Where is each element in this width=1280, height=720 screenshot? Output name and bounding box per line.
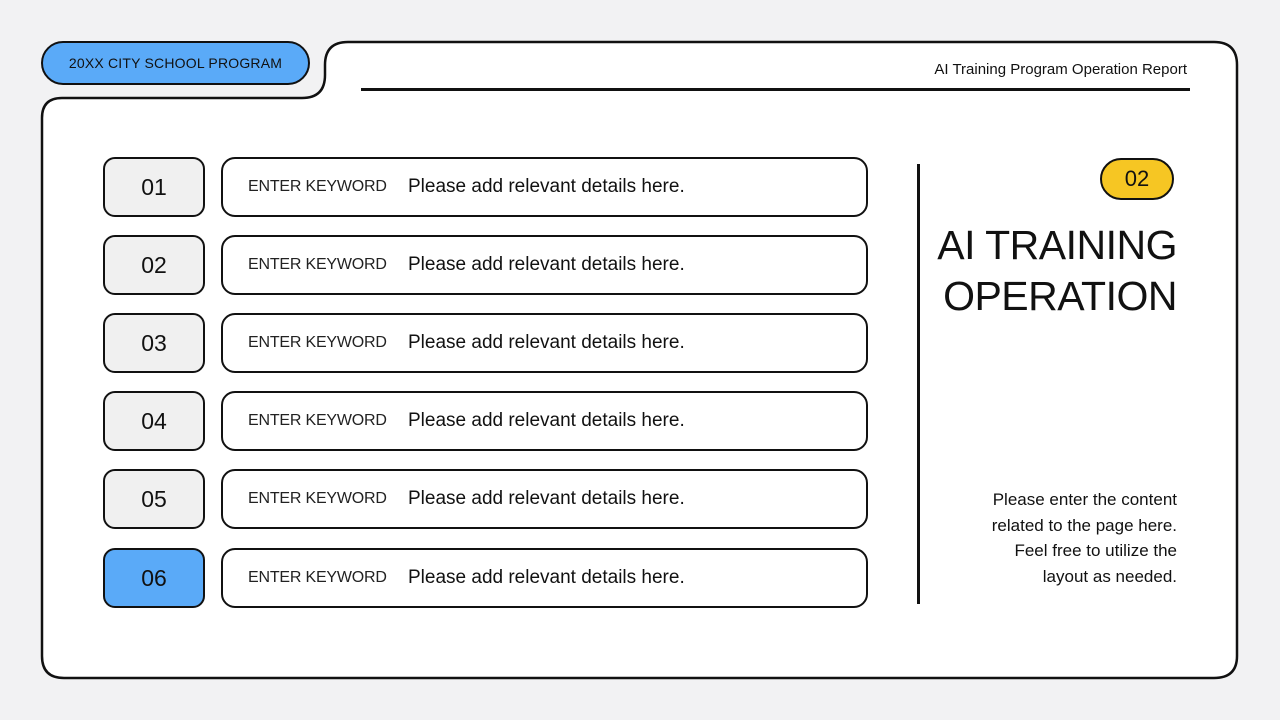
item-detail: Please add relevant details here. — [408, 176, 685, 197]
item-keyword: ENTER KEYWORD — [248, 412, 387, 429]
item-content-box — [221, 469, 868, 529]
vertical-divider — [917, 164, 920, 604]
item-content-box — [221, 313, 868, 373]
list-item-01 — [103, 157, 868, 217]
item-number: 03 — [103, 313, 205, 373]
description-line: Feel free to utilize the — [1014, 541, 1177, 560]
section-title — [937, 220, 1177, 322]
item-detail: Please add relevant details here. — [408, 567, 685, 588]
item-keyword: ENTER KEYWORD — [248, 178, 387, 195]
item-detail: Please add relevant details here. — [408, 410, 685, 431]
item-detail: Please add relevant details here. — [408, 332, 685, 353]
item-number: 06 — [103, 548, 205, 608]
list-item-06 — [103, 548, 868, 608]
item-number: 01 — [103, 157, 205, 217]
list-item-04 — [103, 391, 868, 451]
description-line: related to the page here. — [991, 515, 1177, 535]
program-label: 20XX CITY SCHOOL PROGRAM — [41, 41, 310, 85]
list-item-05 — [103, 469, 868, 529]
section-title-line: OPERATION — [943, 273, 1177, 319]
item-content-box — [221, 548, 868, 608]
section-title-line: AI TRAINING — [937, 222, 1177, 268]
item-detail: Please add relevant details here. — [408, 254, 685, 275]
list-item-02 — [103, 235, 868, 295]
section-description — [992, 487, 1177, 589]
item-number: 02 — [103, 235, 205, 295]
section-number-badge: 02 — [1100, 158, 1174, 200]
description-line: Please enter the content — [992, 490, 1177, 509]
header-divider — [361, 88, 1190, 91]
item-number: 05 — [103, 469, 205, 529]
list-item-03 — [103, 313, 868, 373]
item-detail: Please add relevant details here. — [408, 488, 685, 509]
item-content-box — [221, 391, 868, 451]
report-title: AI Training Program Operation Report — [934, 61, 1187, 78]
item-content-box — [221, 235, 868, 295]
item-number: 04 — [103, 391, 205, 451]
item-content-box — [221, 157, 868, 217]
description-line: layout as needed. — [1042, 566, 1177, 586]
item-keyword: ENTER KEYWORD — [248, 490, 387, 507]
item-keyword: ENTER KEYWORD — [248, 569, 387, 586]
item-keyword: ENTER KEYWORD — [248, 334, 387, 351]
item-keyword: ENTER KEYWORD — [248, 256, 387, 273]
